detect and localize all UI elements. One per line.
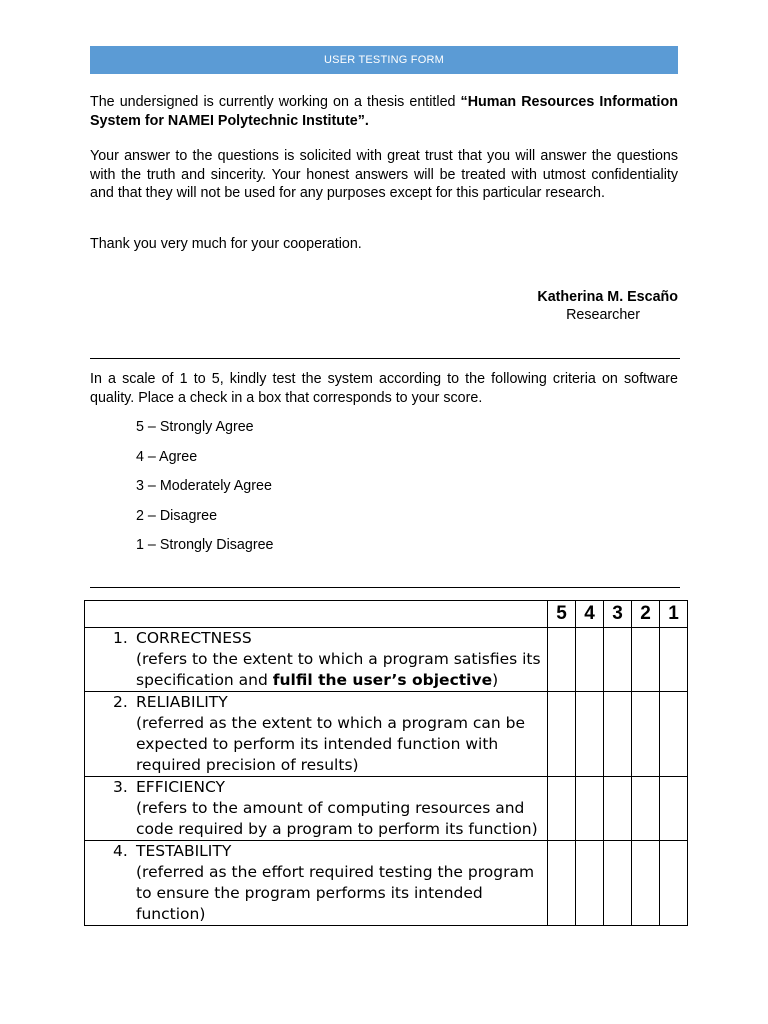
score-checkbox-4[interactable] — [576, 777, 604, 841]
researcher-role: Researcher — [566, 307, 640, 323]
scale-item-3: 3 – Moderately Agree — [136, 478, 272, 494]
score-checkbox-3[interactable] — [604, 841, 632, 926]
intro-text: The undersigned is currently working on a thesis entitled — [90, 94, 461, 110]
instructions-text: In a scale of 1 to 5, kindly test the system according to the following criteria on software quality. Place a check in a box that corresponds to your score. — [90, 371, 678, 406]
criterion-name: RELIABILITY — [136, 693, 228, 711]
criterion-description-end: ) — [492, 671, 499, 689]
scale-item-5: 5 – Strongly Agree — [136, 419, 254, 435]
thanks-paragraph: Thank you very much for your cooperation. — [90, 236, 362, 252]
criterion-name: CORRECTNESS — [136, 629, 252, 647]
criterion-cell — [85, 777, 548, 841]
form-title: USER TESTING FORM — [324, 54, 444, 66]
criterion-description-text: (refers to the extent to which a program satisfies its specification and — [136, 650, 541, 689]
criterion-description: (referred as the effort required testing the program to ensure the program performs its intended function) — [136, 863, 535, 923]
table-row — [85, 841, 688, 926]
intro-paragraph — [90, 93, 678, 130]
score-checkbox-2[interactable] — [632, 841, 660, 926]
scale-item-2: 2 – Disagree — [136, 508, 218, 524]
score-checkbox-4[interactable] — [576, 841, 604, 926]
score-checkbox-3[interactable] — [604, 628, 632, 692]
score-checkbox-5[interactable] — [548, 777, 576, 841]
scale-item-1: 1 – Strongly Disagree — [136, 537, 274, 553]
criterion-name: TESTABILITY — [136, 842, 232, 860]
researcher-name: Katherina M. Escaño — [537, 289, 678, 305]
section-divider — [90, 358, 680, 359]
score-checkbox-4[interactable] — [576, 628, 604, 692]
criterion-number: 3. — [113, 778, 128, 796]
score-checkbox-5[interactable] — [548, 692, 576, 777]
criterion-cell — [85, 692, 548, 777]
criterion-number: 2. — [113, 693, 128, 711]
score-checkbox-1[interactable] — [660, 841, 688, 926]
score-header-3: 3 — [604, 601, 632, 628]
criterion-number: 4. — [113, 842, 128, 860]
score-checkbox-1[interactable] — [660, 692, 688, 777]
table-header-row — [85, 601, 688, 628]
criterion-number: 1. — [113, 629, 128, 647]
criterion-description: (refers to the amount of computing resources and code required by a program to perform its function) — [136, 799, 538, 838]
score-checkbox-2[interactable] — [632, 628, 660, 692]
criterion-cell — [85, 841, 548, 926]
score-checkbox-5[interactable] — [548, 841, 576, 926]
table-row — [85, 628, 688, 692]
criteria-rating-table — [84, 600, 688, 926]
section-divider — [90, 587, 680, 588]
score-checkbox-2[interactable] — [632, 692, 660, 777]
score-checkbox-1[interactable] — [660, 777, 688, 841]
score-checkbox-4[interactable] — [576, 692, 604, 777]
score-checkbox-2[interactable] — [632, 777, 660, 841]
criterion-description: (referred as the extent to which a program can be expected to perform its intended function with required precision of results) — [136, 714, 526, 774]
score-header-2: 2 — [632, 601, 660, 628]
score-checkbox-3[interactable] — [604, 777, 632, 841]
criterion-description-bold: fulfil the user’s objective — [272, 671, 493, 689]
criteria-header-cell — [85, 601, 548, 628]
criterion-name: EFFICIENCY — [136, 778, 225, 796]
scale-item-4: 4 – Agree — [136, 449, 198, 465]
score-checkbox-3[interactable] — [604, 692, 632, 777]
criterion-description — [136, 649, 541, 691]
confidentiality-paragraph: Your answer to the questions is solicited with great trust that you will answer the questions with the truth and sincerity. Your honest answers will be treated with utmost confidentiality and that they will not be used for any purposes except for this particular research. — [90, 148, 678, 201]
thesis-title: “Human Resources Information System for NAMEI Polytechnic Institute”. — [90, 94, 678, 129]
score-checkbox-1[interactable] — [660, 628, 688, 692]
score-header-4: 4 — [576, 601, 604, 628]
score-checkbox-5[interactable] — [548, 628, 576, 692]
score-header-1: 1 — [660, 601, 688, 628]
score-header-5: 5 — [548, 601, 576, 628]
criterion-cell — [85, 628, 548, 692]
table-row — [85, 777, 688, 841]
table-row — [85, 692, 688, 777]
form-title-banner — [90, 46, 678, 74]
